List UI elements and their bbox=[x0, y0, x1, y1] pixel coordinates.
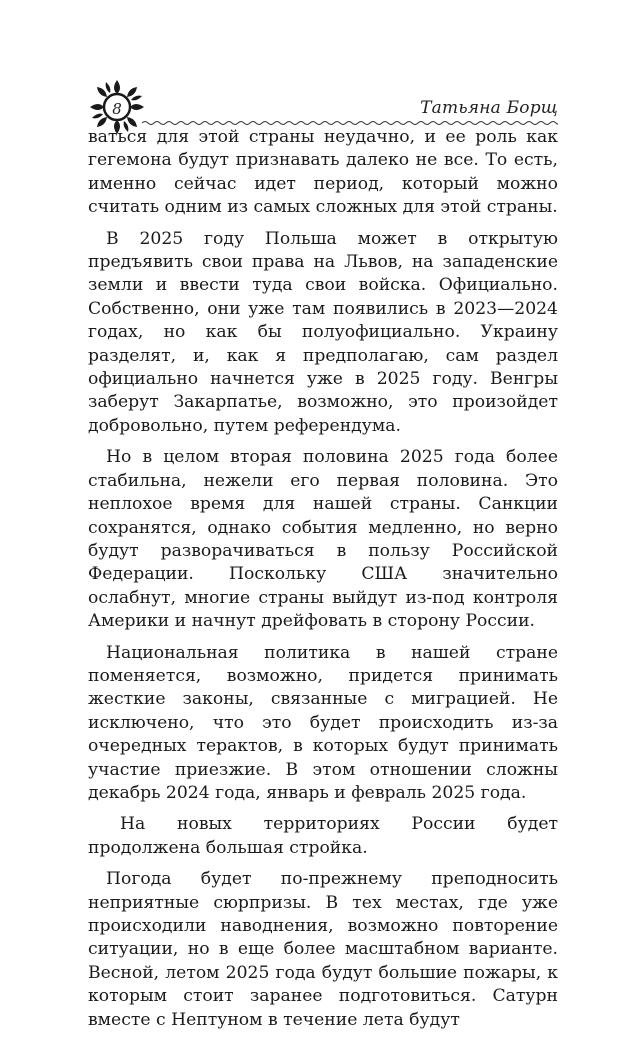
running-head-author: Татьяна Борщ bbox=[420, 98, 558, 118]
paragraph: ваться для этой страны неудачно, и ее роль как гегемона будут признавать далеко не все. То есть, именно сейчас идет период, который можно считать одним из самых сложных для этой страны. bbox=[88, 127, 558, 218]
page-header bbox=[88, 70, 558, 120]
paragraph: В 2025 году Польша может в открытую предъявить свои права на Львов, на западенские земли и ввести туда свои войска. Официально. Собственно, они уже там появились в 2023—2024 годах, но как бы полуофициально. Украину разделят, и, как я предполагаю, сам раздел официально начнется уже в 2025 году. Венгры заберут Закарпатье, возможно, это произойдет добровольно, путем референдума. bbox=[88, 228, 558, 436]
body-text bbox=[88, 126, 558, 1040]
paragraph: На новых территориях России будет продолжена большая стройка. bbox=[88, 814, 558, 858]
paragraph: Национальная политика в нашей стране поменяется, возможно, придется принимать жесткие законы, связанные с миграцией. Не исключено, что это будет происходить из-за очередных терактов, в которых будут принимать участие приезжие. В этом отношении сложны декабрь 2024 года, январь и февраль 2025 года. bbox=[88, 642, 558, 803]
page-number: 8 bbox=[112, 100, 122, 118]
paragraph: Погода будет по-прежнему преподносить неприятные сюрпризы. В тех местах, где уже происходили наводнения, возможно повторение ситуации, но в еще более масштабном варианте. Весной, летом 2025 года будут большие пожары, к которым стоит заранее подготовиться. Сатурн вместе с Нептуном в течение лета будут bbox=[88, 869, 558, 1030]
paragraph: Но в целом вторая половина 2025 года более стабильна, нежели его первая половина. Это неплохое время для нашей страны. Санкции сохранятся, однако события медленно, но верно будут разворачиваться в пользу Российской Федерации. Поскольку США значительно ослабнут, многие страны выйдут из-под контроля Америки и начнут дрейфовать в сторону России. bbox=[88, 447, 558, 632]
